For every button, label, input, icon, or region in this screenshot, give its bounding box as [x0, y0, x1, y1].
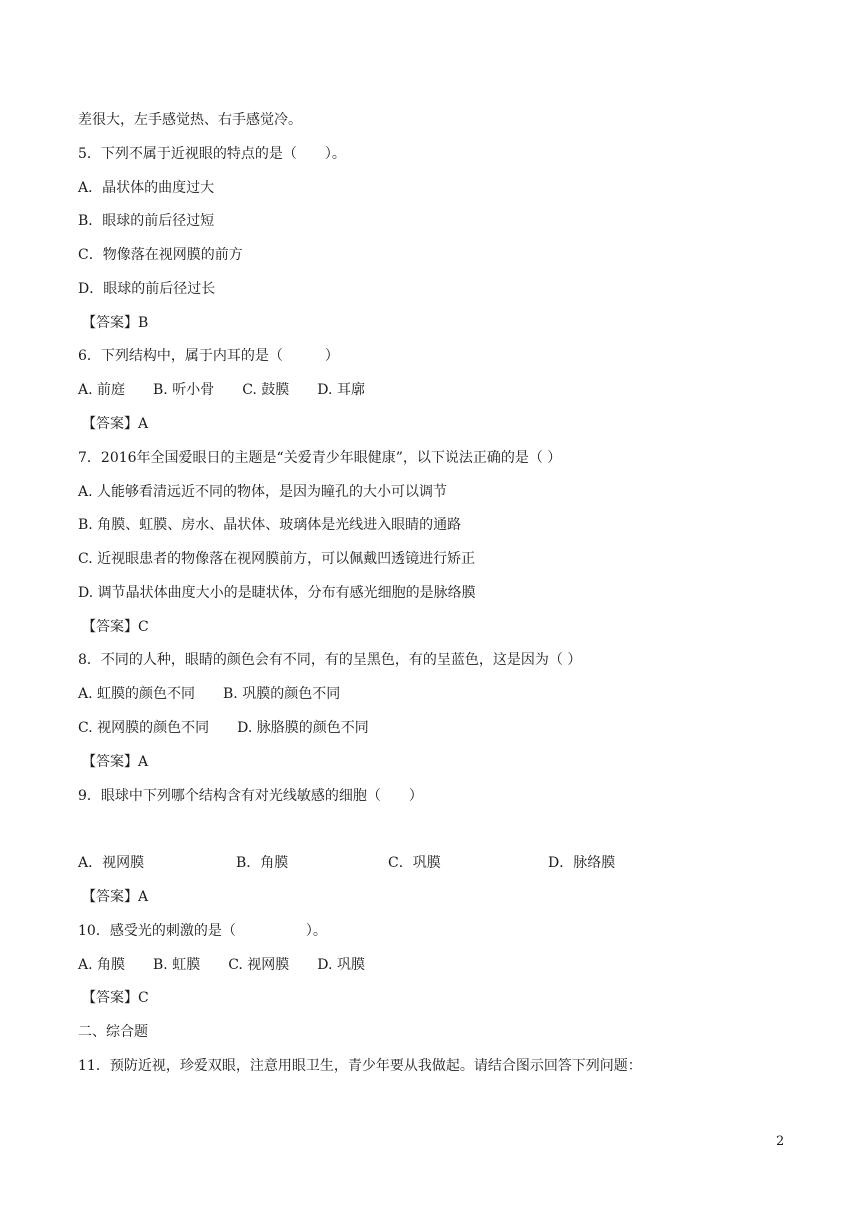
options-8cd: C. 视网膜的颜色不同 D. 脉胳膜的颜色不同 — [78, 720, 369, 736]
answer-7: 【答案】C — [82, 619, 149, 635]
option-7a: A. 人能够看清远近不同的物体，是因为瞳孔的大小可以调节 — [78, 484, 448, 500]
options-10: A. 角膜 B. 虹膜 C. 视网膜 D. 巩膜 — [78, 957, 365, 973]
answer-9: 【答案】A — [82, 889, 149, 905]
question-10: 10．感受光的刺激的是（ ）。 — [78, 923, 327, 939]
section-heading: 二、综合题 — [78, 1024, 148, 1040]
option-5c: C．物像落在视网膜的前方 — [78, 247, 243, 263]
question-8: 8．不同的人种，眼睛的颜色会有不同，有的呈黑色，有的呈蓝色，这是因为（ ） — [78, 652, 582, 668]
answer-8: 【答案】A — [82, 754, 149, 770]
answer-6: 【答案】A — [82, 416, 149, 432]
option-7d: D. 调节晶状体曲度大小的是睫状体，分布有感光细胞的是脉络膜 — [78, 585, 476, 601]
option-5b: B．眼球的前后径过短 — [78, 213, 215, 229]
option-5d: D．眼球的前后径过长 — [78, 281, 216, 297]
answer-5: 【答案】B — [82, 315, 149, 331]
option-9c: C．巩膜 — [388, 855, 441, 871]
text-line: 差很大，左手感觉热、右手感觉冷。 — [78, 112, 302, 128]
question-9: 9．眼球中下列哪个结构含有对光线敏感的细胞（ ） — [78, 788, 423, 804]
answer-10: 【答案】C — [82, 990, 149, 1006]
options-8ab: A. 虹膜的颜色不同 B. 巩膜的颜色不同 — [78, 686, 341, 702]
options-6: A. 前庭 B. 听小骨 C. 鼓膜 D. 耳廓 — [78, 382, 365, 398]
option-9a: A．视网膜 — [78, 855, 145, 871]
question-7: 7．2016年全国爱眼日的主题是“关爱青少年眼健康”，以下说法正确的是（ ） — [78, 450, 562, 466]
option-7b: B. 角膜、虹膜、房水、晶状体、玻璃体是光线进入眼睛的通路 — [78, 517, 462, 533]
page-number: 2 — [776, 1134, 785, 1149]
option-9d: D．脉络膜 — [548, 855, 616, 871]
option-7c: C. 近视眼患者的物像落在视网膜前方，可以佩戴凹透镜进行矫正 — [78, 551, 476, 567]
question-5: 5．下列不属于近视眼的特点的是（ ）。 — [78, 146, 346, 162]
option-5a: A．晶状体的曲度过大 — [78, 180, 215, 196]
question-6: 6．下列结构中，属于内耳的是（ ） — [78, 348, 339, 364]
question-11: 11．预防近视，珍爱双眼，注意用眼卫生，青少年要从我做起。请结合图示回答下列问题： — [78, 1058, 642, 1074]
option-9b: B．角膜 — [236, 855, 289, 871]
